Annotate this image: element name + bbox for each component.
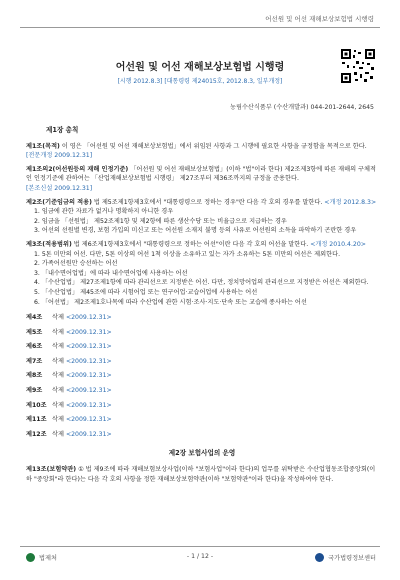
article-note: <2009.12.31> bbox=[65, 430, 112, 438]
article-heading: 제13조(보험약관) bbox=[26, 466, 77, 474]
article-heading: 제12조 bbox=[26, 430, 47, 438]
footer-left bbox=[26, 553, 57, 562]
page-number: - 1 / 12 - bbox=[186, 553, 214, 560]
article-note: <2009.12.31> bbox=[65, 387, 112, 395]
article-list bbox=[26, 142, 378, 308]
deleted-article bbox=[26, 313, 378, 323]
article-note: [전문개정 2009.12.31] bbox=[26, 152, 93, 160]
footer-right-label: 국가법령정보센터 bbox=[328, 555, 376, 562]
article-note: <개정 2012.8.3> bbox=[324, 198, 377, 206]
law-body bbox=[26, 126, 378, 488]
article-text: 삭제 bbox=[52, 401, 64, 409]
article bbox=[26, 240, 378, 307]
deleted-article-list bbox=[26, 313, 378, 439]
article-text: 삭제 bbox=[52, 328, 64, 336]
article bbox=[26, 142, 378, 161]
article-note: <2009.12.31> bbox=[65, 328, 112, 336]
article-text: 법 제6조제1항제3호에서 "대통령령으로 정하는 어선"이란 다음 각 호의 어선을 말한다. bbox=[71, 240, 309, 248]
article-heading: 제1조의2(어선원등의 재해 인정기준) bbox=[26, 165, 129, 173]
article-text: 삭제 bbox=[52, 314, 64, 322]
chapter-heading: 제1장 총칙 bbox=[46, 126, 79, 134]
law-center-logo-icon bbox=[315, 553, 324, 562]
article bbox=[26, 465, 378, 484]
article-heading: 제5조 bbox=[26, 328, 43, 336]
article bbox=[26, 165, 378, 194]
article-note: <개정 2010.4.20> bbox=[310, 240, 366, 248]
article-heading: 제7조 bbox=[26, 357, 43, 365]
article-heading: 제11조 bbox=[26, 416, 47, 424]
article-note: <2009.12.31> bbox=[65, 416, 112, 424]
article-heading: 제1조(목적) bbox=[26, 142, 60, 150]
article-note: <2009.12.31> bbox=[65, 357, 112, 365]
article-item: 2. 가족어선원만 승선하는 어선 bbox=[34, 260, 118, 268]
article-heading: 제3조(적용범위) bbox=[26, 240, 72, 248]
article-item: 3. 「내수면어업법」에 따라 내수면어업에 사용하는 어선 bbox=[34, 269, 188, 277]
running-header: 어선원 및 어선 재해보상보험법 시행령 bbox=[265, 15, 374, 23]
document-subtitle: [시행 2012.8.3] [대통령령 제24015호, 2012.8.3, 일부개정] bbox=[117, 78, 283, 85]
article-note: <2009.12.31> bbox=[65, 314, 112, 322]
article-text: 삭제 bbox=[52, 372, 64, 380]
article-text: 법 제5조제1항제3호에서 "대통령령으로 정하는 경우"란 다음 각 호의 경우를 말한다. bbox=[91, 198, 323, 206]
title-block bbox=[60, 58, 340, 85]
article-item: 1. 임금에 관한 자료가 없거나 명확하지 아니한 경우 bbox=[34, 208, 174, 216]
article-text: 삭제 bbox=[52, 430, 64, 438]
article-item: 5. 「수산업법」 제45조에 따라 시험어업 또는 연구어업·교습어업에 사용하는 어선 bbox=[34, 288, 258, 296]
article-heading: 제4조 bbox=[26, 314, 43, 322]
qr-code-icon bbox=[340, 48, 376, 84]
footer-left-label: 법제처 bbox=[39, 555, 57, 562]
article-item: 6. 「어선법」 제2조제1호나목에 따라 수산업에 관한 시험·조사·지도·단속 또는 교습에 종사하는 어선 bbox=[34, 298, 307, 306]
header-divider bbox=[20, 27, 380, 28]
article-heading: 제9조 bbox=[26, 387, 43, 395]
article-text: 이 영은 「어선원 및 어선 재해보상보험법」에서 위임된 사항과 그 시행에 필요한 사항을 규정함을 목적으로 한다. bbox=[59, 142, 367, 150]
article-item: 3. 어선의 선원별 변경, 보험 가입의 미신고 또는 어선원 소재지 불명 등의 사유로 어선원의 소득을 파악하기 곤란한 경우 bbox=[34, 227, 357, 235]
article-text: 삭제 bbox=[52, 343, 64, 351]
article-note: <2009.12.31> bbox=[65, 343, 112, 351]
deleted-article bbox=[26, 430, 378, 440]
article-text: 삭제 bbox=[52, 416, 64, 424]
article bbox=[26, 198, 378, 236]
deleted-article bbox=[26, 342, 378, 352]
article-text: 「어선원 및 어선 재해보상보험법」(이하 "법"이라 한다) 제2조제3항에 따른 재해의 구체적인 인정기준에 관하여는 「산업재해보상보험법 시행령」 제27조부터 제36조까지의 규정을 준용한다. bbox=[26, 165, 376, 183]
deleted-article bbox=[26, 386, 378, 396]
article-note: [본조신설 2009.12.31] bbox=[26, 184, 93, 192]
document-title: 어선원 및 어선 재해보상보험법 시행령 bbox=[115, 62, 285, 73]
deleted-article bbox=[26, 401, 378, 411]
moleg-logo-icon bbox=[26, 553, 35, 562]
article-heading: 제10조 bbox=[26, 401, 47, 409]
chapter-heading: 제2장 보험사업의 운영 bbox=[168, 449, 236, 458]
footer-right bbox=[315, 553, 376, 562]
deleted-article bbox=[26, 328, 378, 338]
deleted-article bbox=[26, 357, 378, 367]
deleted-article bbox=[26, 415, 378, 425]
article-heading: 제6조 bbox=[26, 343, 43, 351]
article-item: 4. 「수산업법」 제27조제1항에 따라 관리선으로 지정받은 어선. 다만, 정치망어업의 관리선으로 지정받은 어선은 제외한다. bbox=[34, 279, 369, 287]
article-text: 삭제 bbox=[52, 357, 64, 365]
article-heading: 제8조 bbox=[26, 372, 43, 380]
ministry-contact: 농림수산식품부 (수산개발과) 044-201-2644, 2645 bbox=[230, 104, 374, 111]
article-text: 삭제 bbox=[52, 387, 64, 395]
article-note: <2009.12.31> bbox=[65, 401, 112, 409]
deleted-article bbox=[26, 371, 378, 381]
article-item: 2. 임금을 「선원법」 제52조제1항 및 제2항에 따른 생산수당 또는 비율급으로 지급하는 경우 bbox=[34, 217, 287, 225]
article-note: <2009.12.31> bbox=[65, 372, 112, 380]
article-text: ① 법 제9조에 따라 재해보험보상사업(이하 "보험사업"이라 한다)의 업무를 위탁받은 수산업협동조합중앙회(이하 "중앙회"라 한다)는 다음 각 호의 사항을 정한 재해보상보험약관(이하 "보험약관"이라 한다)을 작성하여야 한다. bbox=[26, 466, 376, 483]
footer-divider bbox=[20, 546, 380, 547]
article-item: 1. 5톤 미만의 어선. 다만, 5톤 이상의 어선 1척 이상을 소유하고 있는 자가 소유하는 5톤 미만의 어선은 제외한다. bbox=[34, 250, 341, 258]
article-heading: 제2조(기준임금의 적용) bbox=[26, 198, 92, 206]
